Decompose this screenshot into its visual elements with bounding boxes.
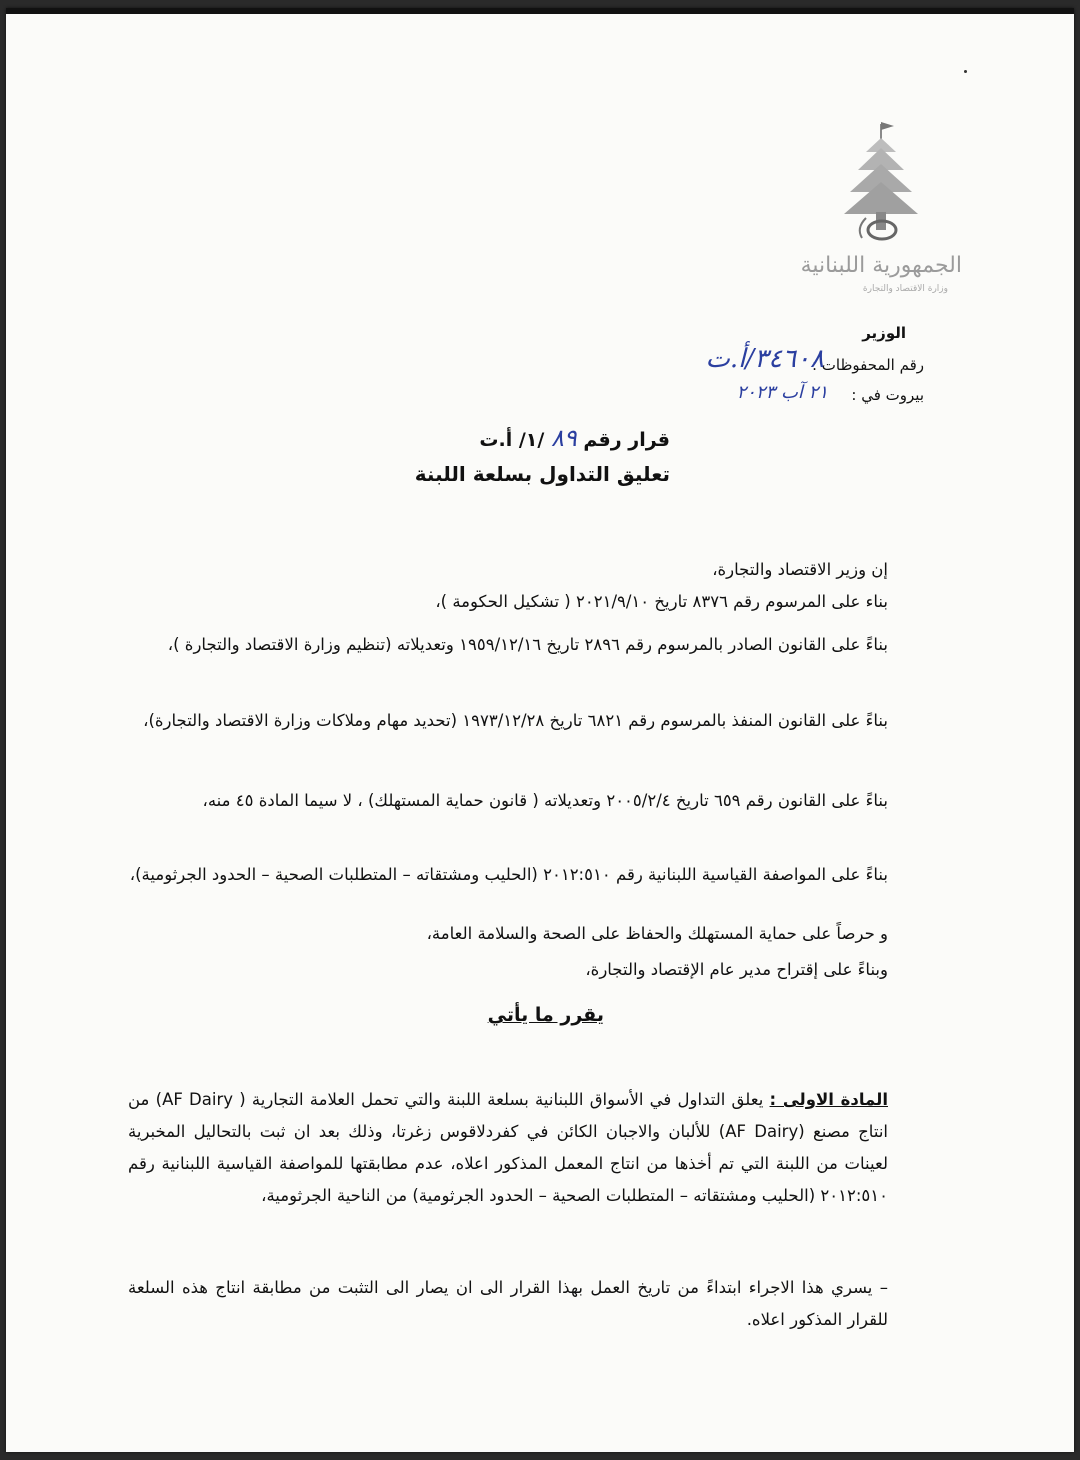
cedar-emblem <box>806 118 966 308</box>
decides-heading: يقرر ما يأتي <box>487 1004 604 1026</box>
decision-number-line <box>479 424 670 452</box>
cedar-emblem-icon <box>836 118 926 248</box>
preamble-minister: إن وزير الاقتصاد والتجارة، <box>712 560 888 579</box>
preamble-consumer-law: بناءً على القانون رقم ٦٥٩ تاريخ ٢٠٠٥/٢/٤ وتعديلاته ( قانون حماية المستهلك) ، لا سيما المادة ٤٥ منه، <box>202 791 888 810</box>
place-date-label: بيروت في : <box>851 386 924 404</box>
scan-speck <box>964 70 967 73</box>
archive-number-handwritten: ٣٤٦٠٨/أ.ت <box>705 344 824 374</box>
republic-name: الجمهورية اللبنانية <box>800 253 962 278</box>
preamble-standard: بناءً على المواصفة القياسية اللبنانية رقم ٢٠١٢:٥١٠ (الحليب ومشتقاته – المتطلبات الصحية – الحدود الجرثومية)، <box>129 865 888 884</box>
preamble-law-ministry-tasks: بناءً على القانون المنفذ بالمرسوم رقم ٦٨٢١ تاريخ ١٩٧٣/١٢/٢٨ (تحديد مهام وملاكات وزارة الاقتصاد والتجارة)، <box>143 711 888 730</box>
preamble-decree-government: بناء على المرسوم رقم ٨٣٧٦ تاريخ ٢٠٢١/٩/١٠ ( تشكيل الحكومة )، <box>435 592 888 611</box>
date-handwritten: ٢١ آب ٢٠٢٣ <box>736 382 828 403</box>
minister-label: الوزير <box>862 324 906 342</box>
archive-label: رقم المحفوظات : <box>811 356 924 374</box>
article-1-note: – يسري هذا الاجراء ابتداءً من تاريخ العمل بهذا القرار الى ان يصار الى التثبت من مطابقة انتاج هذه السلعة للقرار المذكور اعلاه. <box>128 1278 888 1329</box>
preamble-consumer-protection: و حرصاً على حماية المستهلك والحفاظ على الصحة والسلامة العامة، <box>426 924 888 943</box>
decision-prefix: قرار رقم <box>583 429 670 451</box>
decision-number-handwritten: ٨٩ <box>550 424 577 452</box>
preamble-proposal: وبناءً على إقتراح مدير عام الإقتصاد والتجارة، <box>585 960 888 979</box>
ministry-name: وزارة الاقتصاد والتجارة <box>862 284 948 294</box>
article-1 <box>128 1084 888 1212</box>
article-1-text: يعلق التداول في الأسواق اللبنانية بسلعة اللبنة والتي تحمل العلامة التجارية ( AF Dairy) من انتاج مصنع (AF Dairy) للألبان والاجبان الكائن في كفردلاقوس زغرتا، وذلك بعد ان ثبت بالتحاليل المخبرية لعينات من اللبنة التي تم أخذها من انتاج المعمل المذكور اعلاه، عدم مطابقتها للمواصفة القياسية اللبنانية رقم ٢٠١٢:٥١٠ (الحليب ومشتقاته – المتطلبات الصحية – الحدود الجرثومية) من الناحية الجرثومية، <box>128 1090 888 1205</box>
decision-subject: تعليق التداول بسلعة اللبنة <box>414 462 670 486</box>
decision-suffix: /١/ أ.ت <box>479 429 545 451</box>
document-page <box>6 8 1074 1452</box>
scan-top-edge <box>6 8 1074 14</box>
preamble-law-ministry-organization: بناءً على القانون الصادر بالمرسوم رقم ٢٨٩٦ تاريخ ١٩٥٩/١٢/١٦ وتعديلاته (تنظيم وزارة الاقتصاد والتجارة )، <box>167 635 888 654</box>
article-1-label: المادة الاولى : <box>769 1090 888 1109</box>
